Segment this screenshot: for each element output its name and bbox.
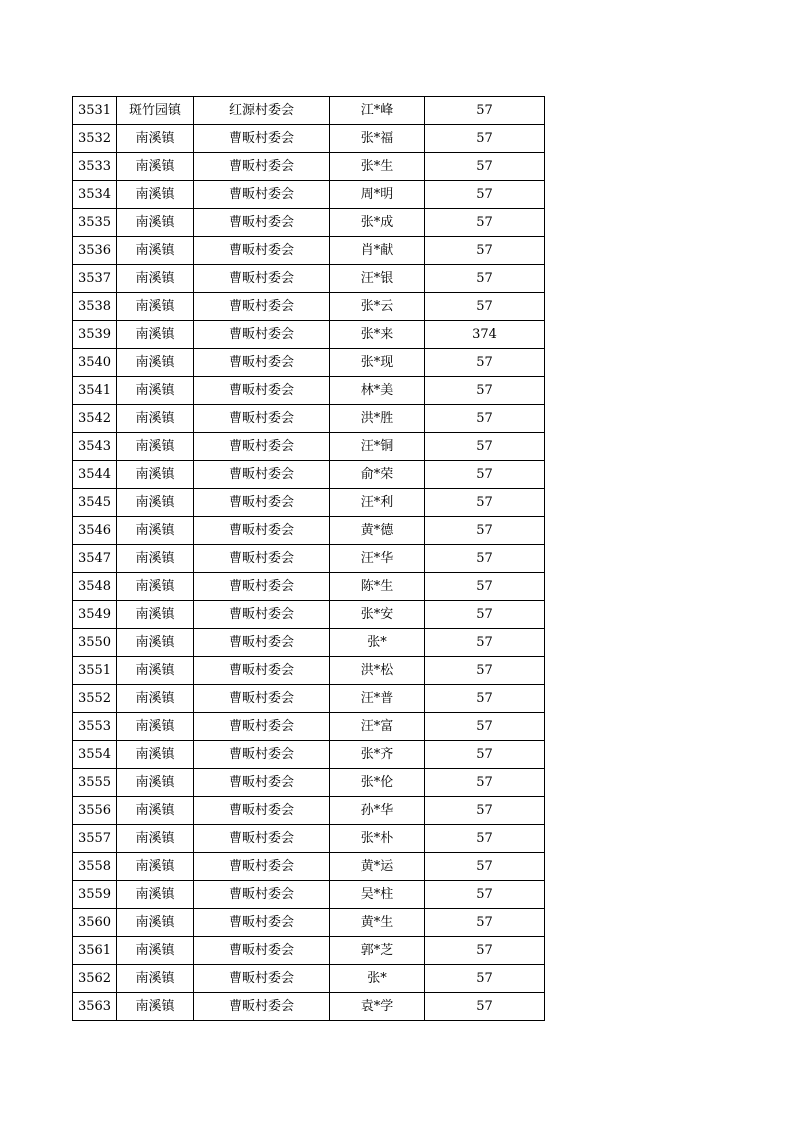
person-name-cell: 张*现	[330, 349, 425, 377]
amount-cell: 57	[425, 685, 545, 713]
person-name-cell: 汪*利	[330, 489, 425, 517]
row-number-cell: 3549	[73, 601, 117, 629]
amount-cell: 57	[425, 377, 545, 405]
row-number-cell: 3550	[73, 629, 117, 657]
table-row	[73, 517, 545, 545]
town-cell: 南溪镇	[117, 629, 194, 657]
row-number-cell: 3552	[73, 685, 117, 713]
table-row	[73, 965, 545, 993]
row-number-cell: 3551	[73, 657, 117, 685]
table-row	[73, 125, 545, 153]
village-committee-cell: 曹畈村委会	[194, 125, 330, 153]
table-row	[73, 601, 545, 629]
person-name-cell: 张*生	[330, 153, 425, 181]
village-committee-cell: 曹畈村委会	[194, 573, 330, 601]
village-committee-cell: 曹畈村委会	[194, 853, 330, 881]
town-cell: 南溪镇	[117, 601, 194, 629]
town-cell: 南溪镇	[117, 377, 194, 405]
amount-cell: 57	[425, 545, 545, 573]
row-number-cell: 3563	[73, 993, 117, 1021]
table-row	[73, 489, 545, 517]
row-number-cell: 3541	[73, 377, 117, 405]
row-number-cell: 3557	[73, 825, 117, 853]
amount-cell: 57	[425, 517, 545, 545]
town-cell: 南溪镇	[117, 405, 194, 433]
table-row	[73, 237, 545, 265]
village-committee-cell: 曹畈村委会	[194, 349, 330, 377]
amount-cell: 57	[425, 265, 545, 293]
town-cell: 南溪镇	[117, 657, 194, 685]
village-committee-cell: 曹畈村委会	[194, 265, 330, 293]
person-name-cell: 张*来	[330, 321, 425, 349]
village-committee-cell: 曹畈村委会	[194, 433, 330, 461]
row-number-cell: 3545	[73, 489, 117, 517]
town-cell: 南溪镇	[117, 349, 194, 377]
town-cell: 南溪镇	[117, 153, 194, 181]
amount-cell: 57	[425, 741, 545, 769]
town-cell: 南溪镇	[117, 825, 194, 853]
town-cell: 南溪镇	[117, 433, 194, 461]
table-body	[73, 97, 545, 1021]
amount-cell: 57	[425, 881, 545, 909]
town-cell: 南溪镇	[117, 517, 194, 545]
table-row	[73, 909, 545, 937]
table-row	[73, 713, 545, 741]
village-committee-cell: 曹畈村委会	[194, 769, 330, 797]
person-name-cell: 孙*华	[330, 797, 425, 825]
person-name-cell: 张*成	[330, 209, 425, 237]
person-name-cell: 张*	[330, 629, 425, 657]
person-name-cell: 张*齐	[330, 741, 425, 769]
village-committee-cell: 曹畈村委会	[194, 293, 330, 321]
town-cell: 南溪镇	[117, 321, 194, 349]
row-number-cell: 3540	[73, 349, 117, 377]
person-name-cell: 陈*生	[330, 573, 425, 601]
town-cell: 南溪镇	[117, 769, 194, 797]
table-row	[73, 825, 545, 853]
row-number-cell: 3532	[73, 125, 117, 153]
amount-cell: 57	[425, 433, 545, 461]
row-number-cell: 3548	[73, 573, 117, 601]
amount-cell: 57	[425, 629, 545, 657]
town-cell: 南溪镇	[117, 993, 194, 1021]
table-row	[73, 657, 545, 685]
person-name-cell: 肖*献	[330, 237, 425, 265]
person-name-cell: 张*云	[330, 293, 425, 321]
town-cell: 南溪镇	[117, 265, 194, 293]
village-committee-cell: 曹畈村委会	[194, 713, 330, 741]
amount-cell: 57	[425, 209, 545, 237]
row-number-cell: 3554	[73, 741, 117, 769]
row-number-cell: 3535	[73, 209, 117, 237]
village-committee-cell: 曹畈村委会	[194, 685, 330, 713]
table-row	[73, 153, 545, 181]
table-row	[73, 881, 545, 909]
amount-cell: 57	[425, 293, 545, 321]
table-row	[73, 321, 545, 349]
table-row	[73, 769, 545, 797]
row-number-cell: 3555	[73, 769, 117, 797]
row-number-cell: 3558	[73, 853, 117, 881]
village-committee-cell: 曹畈村委会	[194, 797, 330, 825]
amount-cell: 57	[425, 713, 545, 741]
person-name-cell: 汪*华	[330, 545, 425, 573]
person-name-cell: 袁*学	[330, 993, 425, 1021]
town-cell: 南溪镇	[117, 461, 194, 489]
table-row	[73, 349, 545, 377]
table-row	[73, 405, 545, 433]
amount-cell: 57	[425, 125, 545, 153]
village-committee-cell: 曹畈村委会	[194, 909, 330, 937]
amount-cell: 57	[425, 965, 545, 993]
amount-cell: 57	[425, 601, 545, 629]
town-cell: 南溪镇	[117, 545, 194, 573]
amount-cell: 57	[425, 181, 545, 209]
row-number-cell: 3553	[73, 713, 117, 741]
village-committee-cell: 曹畈村委会	[194, 489, 330, 517]
person-name-cell: 黄*生	[330, 909, 425, 937]
table-row	[73, 685, 545, 713]
person-name-cell: 张*	[330, 965, 425, 993]
table-row	[73, 265, 545, 293]
table-row	[73, 209, 545, 237]
row-number-cell: 3561	[73, 937, 117, 965]
table-row	[73, 377, 545, 405]
amount-cell: 57	[425, 573, 545, 601]
village-committee-cell: 曹畈村委会	[194, 153, 330, 181]
person-name-cell: 张*福	[330, 125, 425, 153]
village-committee-cell: 曹畈村委会	[194, 321, 330, 349]
village-committee-cell: 红源村委会	[194, 97, 330, 125]
town-cell: 南溪镇	[117, 209, 194, 237]
village-committee-cell: 曹畈村委会	[194, 629, 330, 657]
table-row	[73, 97, 545, 125]
amount-cell: 57	[425, 461, 545, 489]
person-name-cell: 林*美	[330, 377, 425, 405]
person-name-cell: 周*明	[330, 181, 425, 209]
town-cell: 斑竹园镇	[117, 97, 194, 125]
row-number-cell: 3543	[73, 433, 117, 461]
town-cell: 南溪镇	[117, 573, 194, 601]
amount-cell: 57	[425, 97, 545, 125]
table-row	[73, 433, 545, 461]
row-number-cell: 3533	[73, 153, 117, 181]
person-name-cell: 俞*荣	[330, 461, 425, 489]
row-number-cell: 3534	[73, 181, 117, 209]
village-committee-cell: 曹畈村委会	[194, 993, 330, 1021]
table-row	[73, 853, 545, 881]
village-committee-cell: 曹畈村委会	[194, 657, 330, 685]
person-name-cell: 张*伦	[330, 769, 425, 797]
table-row	[73, 629, 545, 657]
village-committee-cell: 曹畈村委会	[194, 881, 330, 909]
village-committee-cell: 曹畈村委会	[194, 181, 330, 209]
person-name-cell: 黄*运	[330, 853, 425, 881]
town-cell: 南溪镇	[117, 293, 194, 321]
person-name-cell: 郭*芝	[330, 937, 425, 965]
village-committee-cell: 曹畈村委会	[194, 377, 330, 405]
table-row	[73, 993, 545, 1021]
person-name-cell: 汪*普	[330, 685, 425, 713]
amount-cell: 57	[425, 797, 545, 825]
amount-cell: 57	[425, 937, 545, 965]
village-committee-cell: 曹畈村委会	[194, 209, 330, 237]
village-committee-cell: 曹畈村委会	[194, 825, 330, 853]
table-row	[73, 461, 545, 489]
amount-cell: 57	[425, 993, 545, 1021]
row-number-cell: 3538	[73, 293, 117, 321]
town-cell: 南溪镇	[117, 881, 194, 909]
row-number-cell: 3536	[73, 237, 117, 265]
table-row	[73, 181, 545, 209]
amount-cell: 57	[425, 853, 545, 881]
table-row	[73, 797, 545, 825]
town-cell: 南溪镇	[117, 965, 194, 993]
row-number-cell: 3559	[73, 881, 117, 909]
row-number-cell: 3537	[73, 265, 117, 293]
village-committee-cell: 曹畈村委会	[194, 517, 330, 545]
row-number-cell: 3544	[73, 461, 117, 489]
table-row	[73, 545, 545, 573]
amount-cell: 57	[425, 489, 545, 517]
row-number-cell: 3542	[73, 405, 117, 433]
amount-cell: 57	[425, 825, 545, 853]
amount-cell: 57	[425, 405, 545, 433]
amount-cell: 374	[425, 321, 545, 349]
town-cell: 南溪镇	[117, 125, 194, 153]
person-name-cell: 江*峰	[330, 97, 425, 125]
row-number-cell: 3556	[73, 797, 117, 825]
person-name-cell: 张*朴	[330, 825, 425, 853]
town-cell: 南溪镇	[117, 237, 194, 265]
village-committee-cell: 曹畈村委会	[194, 965, 330, 993]
village-committee-cell: 曹畈村委会	[194, 741, 330, 769]
village-committee-cell: 曹畈村委会	[194, 405, 330, 433]
town-cell: 南溪镇	[117, 909, 194, 937]
town-cell: 南溪镇	[117, 685, 194, 713]
village-committee-cell: 曹畈村委会	[194, 937, 330, 965]
table-row	[73, 937, 545, 965]
town-cell: 南溪镇	[117, 937, 194, 965]
village-committee-cell: 曹畈村委会	[194, 237, 330, 265]
amount-cell: 57	[425, 769, 545, 797]
amount-cell: 57	[425, 909, 545, 937]
town-cell: 南溪镇	[117, 181, 194, 209]
village-committee-cell: 曹畈村委会	[194, 545, 330, 573]
amount-cell: 57	[425, 657, 545, 685]
village-committee-cell: 曹畈村委会	[194, 601, 330, 629]
row-number-cell: 3539	[73, 321, 117, 349]
person-name-cell: 洪*松	[330, 657, 425, 685]
row-number-cell: 3546	[73, 517, 117, 545]
town-cell: 南溪镇	[117, 489, 194, 517]
amount-cell: 57	[425, 349, 545, 377]
person-name-cell: 汪*银	[330, 265, 425, 293]
town-cell: 南溪镇	[117, 741, 194, 769]
town-cell: 南溪镇	[117, 797, 194, 825]
table-row	[73, 293, 545, 321]
person-name-cell: 吴*柱	[330, 881, 425, 909]
person-name-cell: 洪*胜	[330, 405, 425, 433]
row-number-cell: 3547	[73, 545, 117, 573]
data-table	[72, 96, 545, 1021]
table-row	[73, 741, 545, 769]
person-name-cell: 张*安	[330, 601, 425, 629]
person-name-cell: 黄*德	[330, 517, 425, 545]
row-number-cell: 3531	[73, 97, 117, 125]
town-cell: 南溪镇	[117, 853, 194, 881]
row-number-cell: 3562	[73, 965, 117, 993]
amount-cell: 57	[425, 237, 545, 265]
row-number-cell: 3560	[73, 909, 117, 937]
person-name-cell: 汪*富	[330, 713, 425, 741]
table-row	[73, 573, 545, 601]
person-name-cell: 汪*铜	[330, 433, 425, 461]
village-committee-cell: 曹畈村委会	[194, 461, 330, 489]
town-cell: 南溪镇	[117, 713, 194, 741]
amount-cell: 57	[425, 153, 545, 181]
